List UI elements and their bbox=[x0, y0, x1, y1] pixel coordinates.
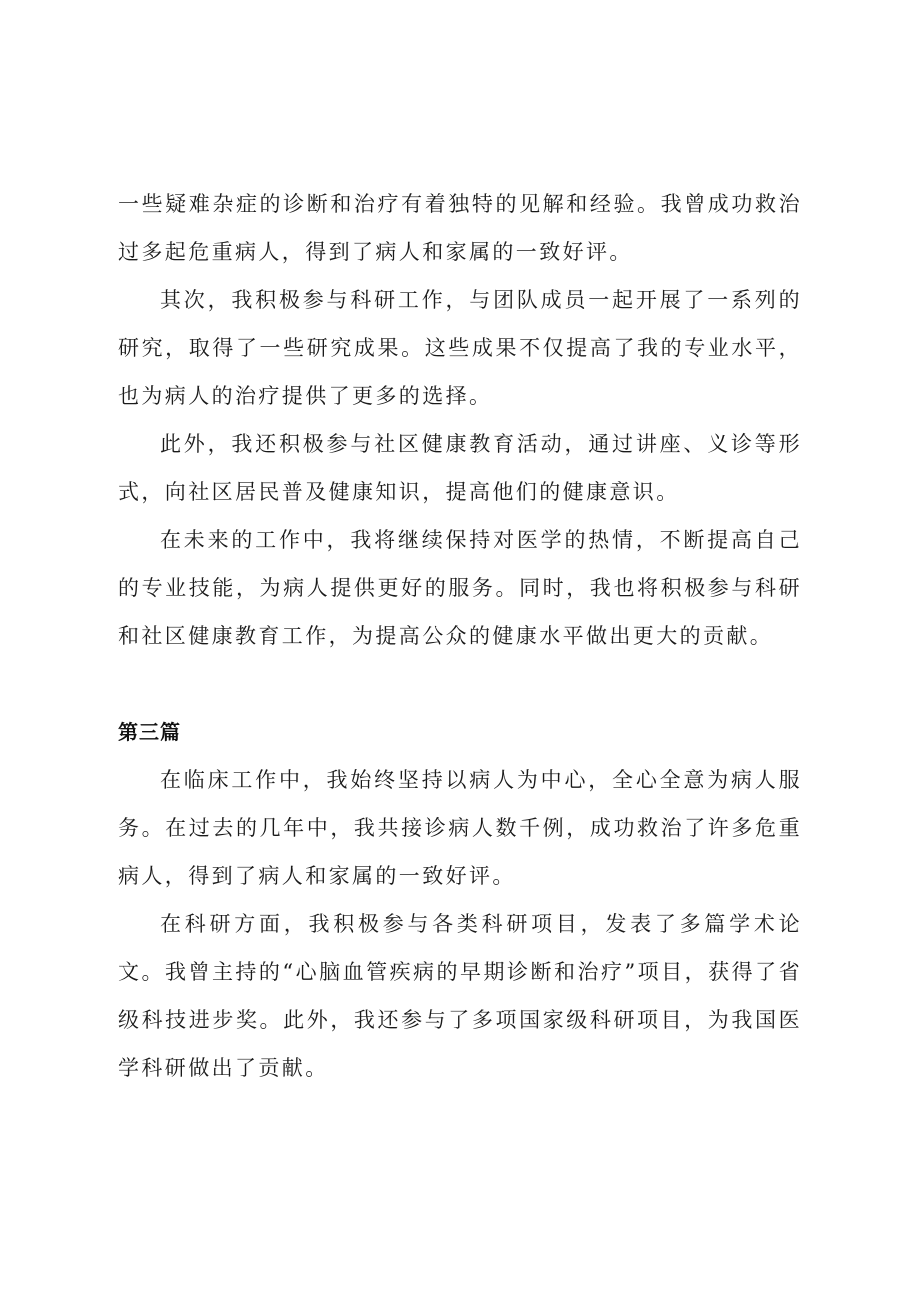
paragraph-scientific: 在科研方面，我积极参与各类科研项目，发表了多篇学术论文。我曾主持的“心脑血管疾病的早期诊断和治疗”项目，获得了省级科技进步奖。此外，我还参与了多项国家级科研项目，为我国医学科研做出了贡献。 bbox=[118, 912, 802, 1080]
document-body bbox=[118, 180, 802, 1092]
paragraph-future: 在未来的工作中，我将继续保持对医学的热情，不断提高自己的专业技能，为病人提供更好的服务。同时，我也将积极参与科研和社区健康教育工作，为提高公众的健康水平做出更大的贡献。 bbox=[118, 528, 802, 648]
paragraph-continued: 一些疑难杂症的诊断和治疗有着独特的见解和经验。我曾成功救治过多起危重病人，得到了病人和家属的一致好评。 bbox=[118, 192, 802, 264]
paragraph-community: 此外，我还积极参与社区健康教育活动，通过讲座、义诊等形式，向社区居民普及健康知识，提高他们的健康意识。 bbox=[118, 432, 802, 504]
section-heading: 第三篇 bbox=[118, 720, 181, 744]
paragraph-clinical: 在临床工作中，我始终坚持以病人为中心，全心全意为病人服务。在过去的几年中，我共接诊病人数千例，成功救治了许多危重病人，得到了病人和家属的一致好评。 bbox=[118, 768, 802, 888]
paragraph-research: 其次，我积极参与科研工作，与团队成员一起开展了一系列的研究，取得了一些研究成果。这些成果不仅提高了我的专业水平，也为病人的治疗提供了更多的选择。 bbox=[118, 288, 802, 408]
